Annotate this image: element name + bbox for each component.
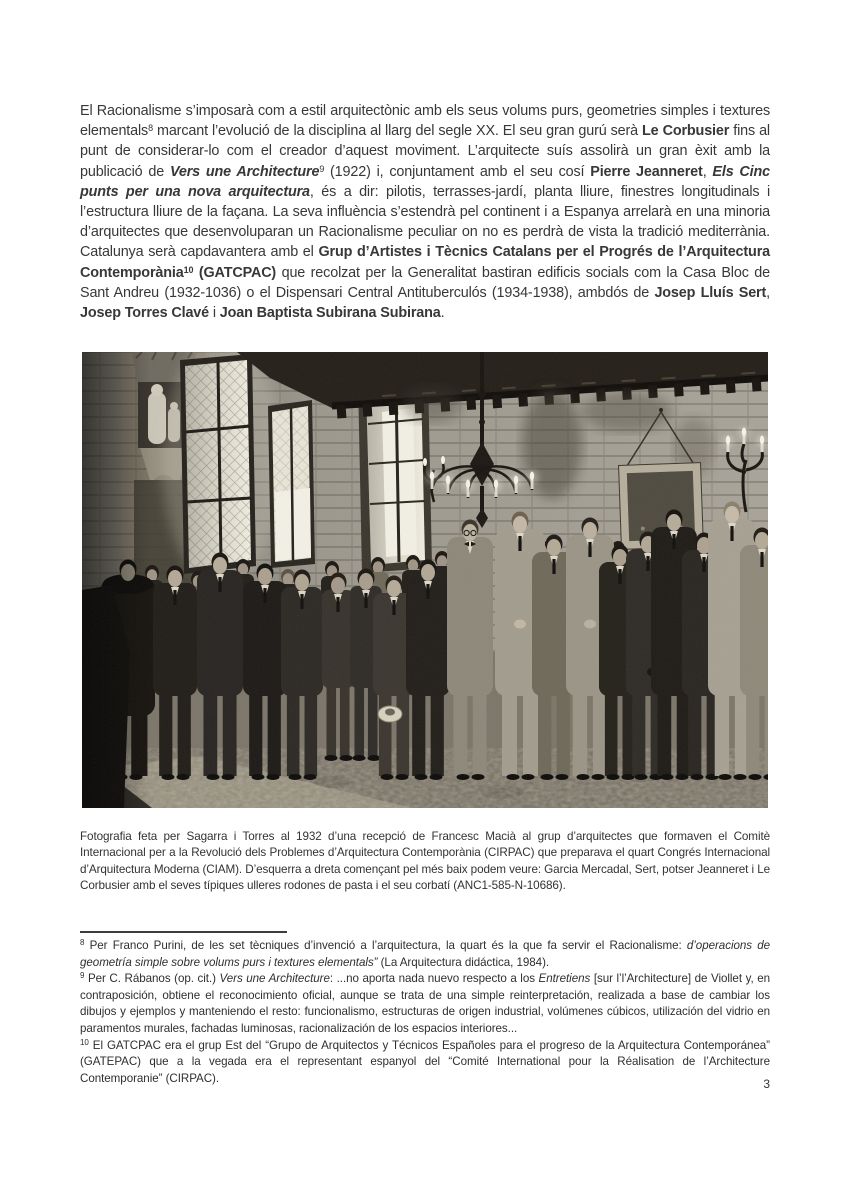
photo-caption: Fotografia feta per Sagarra i Torres al 1932 d’una recepció de Francesc Macià al grup d’arquitectes que formaven el Comitè Internacional per a la Revolució dels Problemes d’Arquitectura Contemporània (CIRPAC) que preparava el quart Congrés Internacional d’Arquitectura Moderna (CIAM). D’esquerra a dreta començant pel més baix podem veure: Garcia Mercadal, Sert, potser Jeanneret i Le Corbusier amb el seves típiques ulleres rodones de pasta i el seu corbatí (ANC1-585-N-10686). <box>80 829 770 892</box>
footnote-9: $^9$ Per C. Rábanos (op. cit.) Vers une Architecture: ...no aporta nada nuevo respecto a los Entretiens [sur l’l’Architecture] de Viollet y, en contraposición, obtiene el reconocimiento oficial, aunque se trata de una simple reinterpretación, realizada a base de cambiar los dibujos y ejemplos y manteniendo el resto: funcionalismo, estructuras de origen industrial, volúmenes cúbicos, utilización del vidrio en paramentos murales, fachadas luminosas, racionalización de los espacios interiores... <box>80 971 770 1035</box>
photograph <box>82 352 768 808</box>
footnote-10: $^{10}$ El GATCPAC era el grup Est del “Grupo de Arquitectos y Técnicos Españoles para el progreso de la Arquitectura Contemporánea” (GATEPAC) que a la vegada era el representant espanyol del “Comité International pour la Réalisation de l’Architecture Contemporanie” (CIRPAC). <box>80 1037 770 1085</box>
body-paragraph: El Racionalisme s’imposarà com a estil arquitectònic amb els seus volums purs, geometries simples i textures elementals$^8$ marcant l’evolució de la disciplina al llarg del segle XX. El seu gran gurú serà Le Corbusier fins al punt de considerar-lo com el creador d’aquest moviment. L’arquitecte suís assolirà un gran èxit amb la publicació de Vers une Architecture$^9$ (1922) i, conjuntament amb el seu cosí Pierre Jeanneret, Els Cinc punts per una nova arquitectura, és a dir: pilotis, terrasses-jardí, planta lliure, finestres longitudinals i l’estructura lliure de la façana. La seva influència s’estendrà pel continent i a Espanya arrelarà en una minoria d’arquitectes que desenvoluparan un Racionalisme peculiar on no es perdrà de vista la tradició mediterrània. Catalunya serà capdavantera amb el Grup d’Artistes i Tècnics Catalans per el Progrés de l’Arquitectura Contemporània$^{10}$ (GATCPAC) que recolzat per la Generalitat bastiran edificis socials com la Casa Bloc de Sant Andreu (1932-1036) o el Dispensari Central Antituberculós (1934-1938), ambdós de Josep Lluís Sert, Josep Torres Clavé i Joan Baptista Subirana Subirana. <box>80 103 771 322</box>
photo-vignette <box>82 352 768 808</box>
footnote-separator <box>80 931 287 933</box>
photo-illustration <box>82 352 768 808</box>
footnotes <box>80 938 770 1087</box>
page-number: 3 <box>763 1077 770 1091</box>
footnote-8: $^8$ Per Franco Purini, de les set tècniques d’invenció a l’arquitectura, la quart és la que fa servir el Racionalisme: d’operacions de geometría simple sobre volums purs i textures elementals” (La Arquitectura didáctica, 1984). <box>80 938 771 969</box>
